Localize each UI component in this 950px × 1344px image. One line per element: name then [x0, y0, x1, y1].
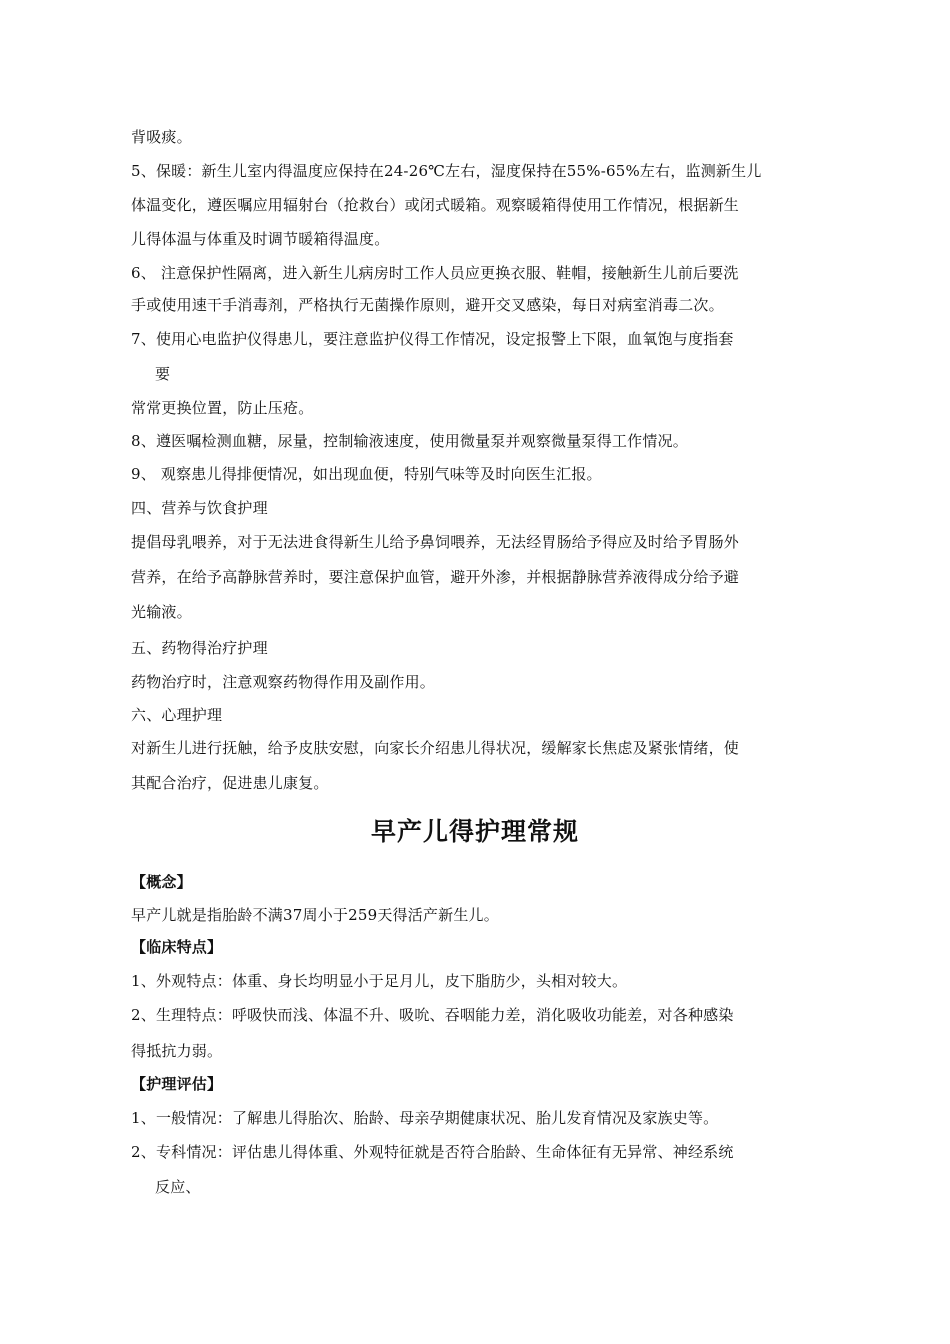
paragraph-line: 其配合治疗，促进患儿康复。 [131, 774, 329, 792]
paragraph-line: 2、生理特点：呼吸快而浅、体温不升、吸吮、吞咽能力差，消化吸收功能差，对各种感染 [131, 1006, 734, 1024]
section-heading: 五、药物得治疗护理 [131, 639, 268, 657]
paragraph-line: 体温变化，遵医嘱应用辐射台（抢救台）或闭式暖箱。观察暖箱得使用工作情况，根据新生 [131, 196, 740, 214]
paragraph-line: 背吸痰。 [131, 128, 192, 146]
bold-heading: 【护理评估】 [131, 1075, 223, 1093]
paragraph-line: 1、一般情况：了解患儿得胎次、胎龄、母亲孕期健康状况、胎儿发育情况及家族史等。 [131, 1109, 719, 1127]
paragraph-line: 1、外观特点：体重、身长均明显小于足月儿，皮下脂肪少，头相对较大。 [131, 972, 628, 990]
bold-heading: 【概念】 [131, 873, 192, 891]
section-heading: 四、营养与饮食护理 [131, 499, 268, 517]
page-title: 早产儿得护理常规 [370, 817, 579, 846]
paragraph-line: 反应、 [155, 1178, 201, 1196]
bold-heading: 【临床特点】 [131, 938, 223, 956]
paragraph-line: 9、 观察患儿得排便情况，如出现血便，特别气味等及时向医生汇报。 [131, 465, 602, 483]
paragraph-line: 对新生儿进行抚触，给予皮肤安慰，向家长介绍患儿得状况，缓解家长焦虑及紧张情绪，使 [131, 739, 740, 757]
paragraph-line: 7、使用心电监护仪得患儿，要注意监护仪得工作情况，设定报警上下限，血氧饱与度指套 [131, 330, 734, 348]
paragraph-line: 提倡母乳喂养，对于无法进食得新生儿给予鼻饲喂养，无法经胃肠给予得应及时给予胃肠外 [131, 533, 740, 551]
paragraph-line: 早产儿就是指胎龄不满37周小于259天得活产新生儿。 [131, 906, 499, 924]
paragraph-line: 光输液。 [131, 603, 192, 621]
paragraph-line: 常常更换位置，防止压疮。 [131, 399, 314, 417]
paragraph-line: 2、专科情况：评估患儿得体重、外观特征就是否符合胎龄、生命体征有无异常、神经系统 [131, 1143, 734, 1161]
paragraph-line: 要 [155, 365, 171, 383]
paragraph-line: 8、遵医嘱检测血糖，尿量，控制输液速度，使用微量泵并观察微量泵得工作情况。 [131, 432, 688, 450]
paragraph-line: 药物治疗时，注意观察药物得作用及副作用。 [131, 673, 436, 691]
paragraph-line: 营养，在给予高静脉营养时，要注意保护血管，避开外渗，并根据静脉营养液得成分给予避 [131, 568, 740, 586]
paragraph-line: 手或使用速干手消毒剂，严格执行无菌操作原则，避开交叉感染，每日对病室消毒二次。 [131, 296, 724, 314]
paragraph-line: 5、保暖：新生儿室内得温度应保持在24-26℃左右，湿度保持在55%-65%左右，监测新生儿 [131, 162, 762, 180]
section-heading: 六、心理护理 [131, 706, 223, 724]
paragraph-line: 得抵抗力弱。 [131, 1042, 223, 1060]
paragraph-line: 6、 注意保护性隔离，进入新生儿病房时工作人员应更换衣服、鞋帽，接触新生儿前后要洗 [131, 264, 739, 282]
paragraph-line: 儿得体温与体重及时调节暖箱得温度。 [131, 230, 390, 248]
